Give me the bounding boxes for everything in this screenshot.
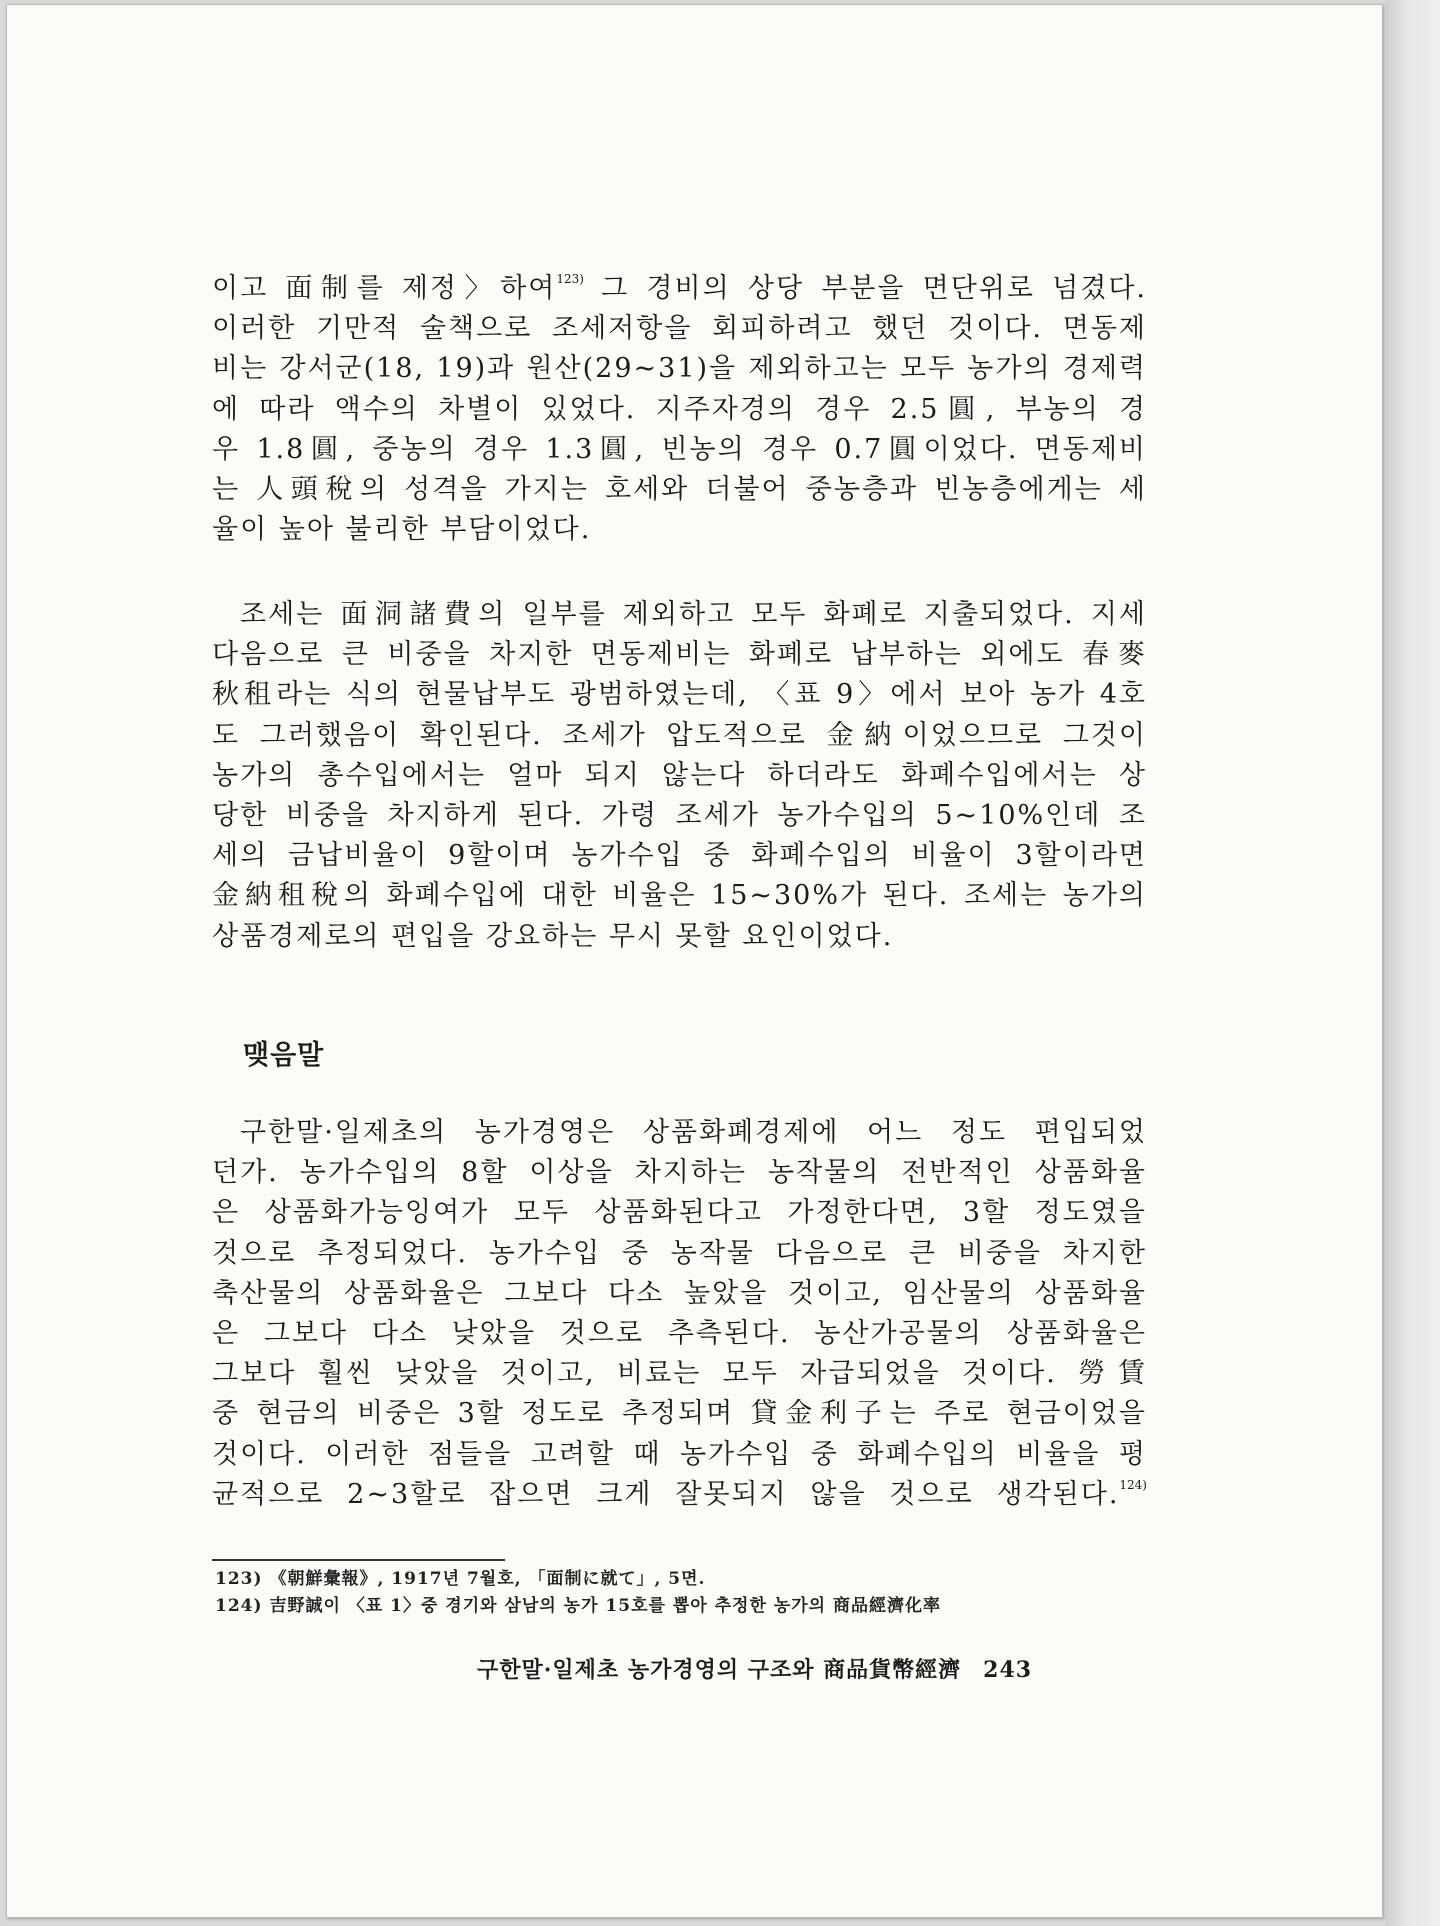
text-segment: 균적으로 2~3할로 잡으면 크게 잘못되지 않을 것으로 생각된다.: [212, 1478, 1120, 1510]
running-footer: [477, 1653, 1032, 1684]
text-line: 축산물의 상품화율은 그보다 다소 높았을 것이고, 임산물의 상품화율: [212, 1277, 1147, 1309]
text-line: [212, 1475, 1147, 1515]
text-line: 것이다. 이러한 점들을 고려할 때 농가수입 중 화폐수입의 비율을 평: [212, 1438, 1147, 1470]
text-line: 농가의 총수입에서는 얼마 되지 않는다 하더라도 화폐수입에서는 상: [212, 759, 1147, 791]
text-line: 는 人頭稅의 성격을 가지는 호세와 더불어 중농층과 빈농층에게는 세: [212, 474, 1147, 506]
text-line: 이러한 기만적 술책으로 조세저항을 회피하려고 했던 것이다. 면동제: [212, 313, 1147, 345]
footnote-123: 123) 《朝鮮彙報》, 1917년 7월호, 「面制に就て」, 5면.: [215, 1569, 706, 1589]
footnotes: [215, 1566, 1150, 1620]
text-line: 그보다 훨씬 낮았을 것이고, 비료는 모두 자급되었을 것이다. 勞賃: [212, 1358, 1147, 1390]
footnote-ref-123: 123): [556, 272, 584, 286]
text-line: 우 1.8圓, 중농의 경우 1.3圓, 빈농의 경우 0.7圓이었다. 면동제비: [212, 433, 1147, 465]
paragraph-taxes: [212, 595, 1147, 957]
footnote-divider: [212, 1559, 505, 1561]
text-line: [212, 269, 1147, 309]
text-line: 에 따라 액수의 차별이 있었다. 지주자경의 경우 2.5圓, 부농의 경: [212, 393, 1147, 425]
text-line: 던가. 농가수입의 8할 이상을 차지하는 농작물의 전반적인 상품화율: [212, 1157, 1147, 1189]
text-line: 율이 높아 불리한 부담이었다.: [212, 514, 592, 546]
text-line: 도 그러했음이 확인된다. 조세가 압도적으로 金納이었으므로 그것이: [212, 719, 1147, 751]
document-page: [6, 4, 1383, 1918]
section-heading: 맺음말: [243, 1040, 325, 1071]
text-line: 金納租稅의 화폐수입에 대한 비율은 15~30%가 된다. 조세는 농가의: [212, 880, 1147, 912]
text-line: 것으로 추정되었다. 농가수입 중 농작물 다음으로 큰 비중을 차지한: [212, 1237, 1147, 1269]
text-line: 세의 금납비율이 9할이며 농가수입 중 화폐수입의 비율이 3할이라면: [212, 840, 1147, 872]
paragraph-face-tax: [212, 269, 1147, 550]
text-line: 秋租라는 식의 현물납부도 광범하였는데, 〈표 9〉에서 보아 농가 4호: [212, 679, 1147, 711]
text-line: 상품경제로의 편입을 강요하는 무시 못할 요인이었다.: [212, 920, 894, 952]
footnote-124: 124) 吉野誠이 〈표 1〉중 경기와 삼남의 농가 15호를 뽑아 추정한 농가의 商品經濟化率: [215, 1596, 941, 1616]
text-segment: 그 경비의 상당 부분을 면단위로 넘겼다.: [583, 273, 1147, 304]
text-line: 구한말·일제초의 농가경영은 상품화폐경제에 어느 정도 편입되었: [240, 1117, 1147, 1148]
text-line: 다음으로 큰 비중을 차지한 면동제비는 화폐로 납부하는 외에도 春麥: [212, 639, 1147, 671]
text-line: 당한 비중을 차지하게 된다. 가령 조세가 농가수입의 5~10%인데 조: [212, 800, 1147, 832]
text-line: 은 그보다 다소 낮았을 것으로 추측된다. 농산가공물의 상품화율은: [212, 1318, 1147, 1350]
viewer-edge: [1386, 0, 1440, 1926]
text-segment: 이고 面制를 제정〉하여: [212, 273, 557, 304]
text-line: 조세는 面洞諸費의 일부를 제외하고 모두 화폐로 지출되었다. 지세: [240, 599, 1147, 630]
paragraph-conclusion: [212, 1113, 1147, 1515]
text-line: 중 현금의 비중은 3할 정도로 추정되며 貸金利子는 주로 현금이었을: [212, 1398, 1147, 1430]
text-line: 비는 강서군(18, 19)과 원산(29~31)을 제외하고는 모두 농가의 경제력: [212, 353, 1147, 385]
page-number: 243: [983, 1657, 1033, 1683]
footnote-ref-124: 124): [1119, 1477, 1147, 1492]
text-line: 은 상품화가능잉여가 모두 상품화된다고 가정한다면, 3할 정도였을: [212, 1197, 1147, 1229]
running-title: 구한말·일제초 농가경영의 구조와 商品貨幣經濟: [477, 1657, 962, 1683]
